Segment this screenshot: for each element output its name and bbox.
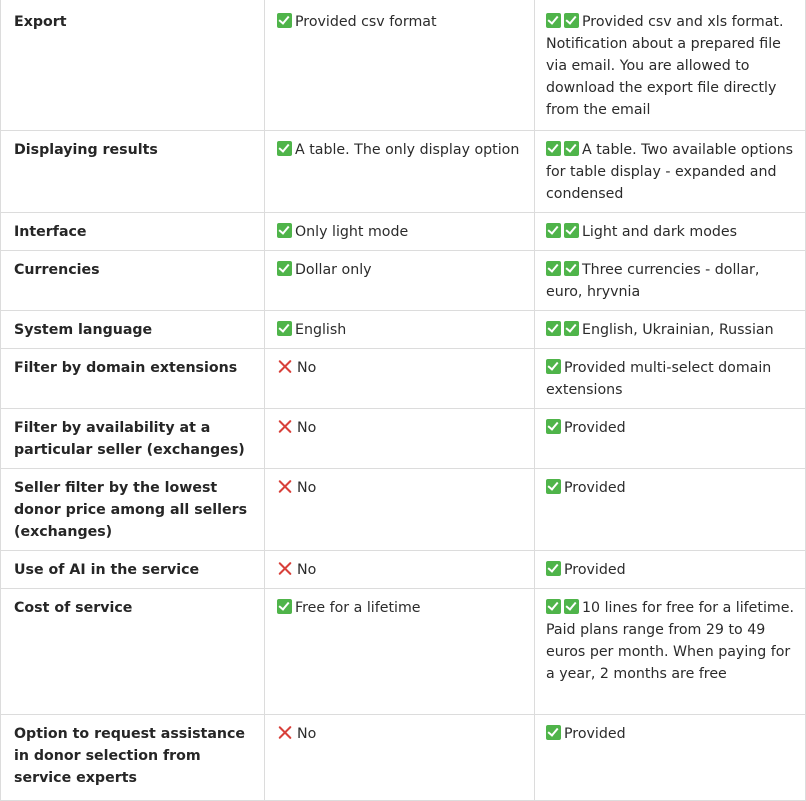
comparison-table-body: [1, 0, 806, 800]
check-mark-icon: [546, 419, 561, 434]
free-cell: [265, 310, 535, 348]
free-value: Provided csv format: [295, 14, 437, 30]
pro-value: Provided: [564, 561, 626, 578]
feature-cell: [1, 250, 265, 310]
free-value: Only light mode: [295, 223, 409, 240]
free-value: Dollar only: [295, 261, 372, 278]
free-cell: [265, 550, 535, 588]
pro-cell: [535, 468, 806, 550]
feature-cell: [1, 408, 265, 468]
pro-value: Provided csv and xls format. Notification about a prepared file via email. You are allowed to download the export file directly from the email: [546, 14, 784, 118]
free-value: No: [297, 419, 317, 436]
feature-label: Use of AI in the service: [14, 561, 200, 578]
pro-cell: [535, 714, 806, 800]
free-cell: [265, 408, 535, 468]
check-mark-icon: [546, 561, 561, 576]
free-value: No: [297, 561, 317, 578]
pro-value: Light and dark modes: [582, 223, 738, 240]
cross-mark-icon: [277, 725, 292, 740]
table-row: [1, 408, 806, 468]
check-mark-icon: [277, 141, 292, 156]
cross-mark-icon: [277, 419, 292, 434]
free-cell: [265, 250, 535, 310]
feature-cell: [1, 348, 265, 408]
table-row: [1, 588, 806, 714]
feature-label: Interface: [14, 223, 87, 240]
feature-cell: [1, 310, 265, 348]
check-mark-icon: [564, 13, 579, 28]
table-row: [1, 348, 806, 408]
pro-value: A table. Two available options for table display - expanded and condensed: [546, 141, 794, 202]
feature-cell: [1, 550, 265, 588]
pro-cell: [535, 348, 806, 408]
free-value: Free for a lifetime: [295, 599, 421, 616]
feature-cell: [1, 468, 265, 550]
feature-cell: [1, 714, 265, 800]
pro-value: English, Ukrainian, Russian: [582, 321, 774, 338]
pro-cell: [535, 250, 806, 310]
free-cell: [265, 714, 535, 800]
check-mark-icon: [277, 223, 292, 238]
feature-cell: [1, 588, 265, 714]
feature-label: Currencies: [14, 261, 100, 278]
cross-mark-icon: [277, 479, 292, 494]
free-value: No: [297, 479, 317, 496]
check-mark-icon: [546, 13, 561, 28]
pro-value: Provided: [564, 479, 626, 496]
check-mark-icon: [277, 321, 292, 336]
check-mark-icon: [546, 599, 561, 614]
pro-cell: [535, 0, 806, 130]
feature-label: Displaying results: [14, 141, 158, 158]
feature-label: Seller filter by the lowest donor price among all sellers (exchanges): [14, 479, 248, 540]
check-mark-icon: [564, 223, 579, 238]
check-mark-icon: [546, 223, 561, 238]
pro-cell: [535, 588, 806, 714]
pro-value: Provided: [564, 725, 626, 742]
pro-cell: [535, 310, 806, 348]
check-mark-icon: [546, 725, 561, 740]
feature-label: Filter by domain extensions: [14, 359, 238, 376]
pro-cell: [535, 130, 806, 212]
cross-mark-icon: [277, 561, 292, 576]
pro-cell: [535, 408, 806, 468]
feature-cell: [1, 0, 265, 130]
feature-label: Option to request assistance in donor selection from service experts: [14, 725, 246, 786]
feature-label: System language: [14, 321, 153, 338]
pro-value: Provided: [564, 419, 626, 436]
check-mark-icon: [546, 321, 561, 336]
pro-value: Three currencies - dollar, euro, hryvnia: [546, 261, 760, 300]
table-row: [1, 468, 806, 550]
table-row: [1, 714, 806, 800]
check-mark-icon: [546, 479, 561, 494]
pro-cell: [535, 212, 806, 250]
check-mark-icon: [564, 261, 579, 276]
feature-cell: [1, 130, 265, 212]
check-mark-icon: [277, 13, 292, 28]
feature-cell: [1, 212, 265, 250]
pro-value: Provided multi-select domain extensions: [546, 359, 772, 398]
feature-label: Export: [14, 14, 67, 30]
free-value: A table. The only display option: [295, 141, 520, 158]
table-row: [1, 212, 806, 250]
pro-value: 10 lines for free for a lifetime. Paid plans range from 29 to 49 euros per month. When paying for a year, 2 months are free: [546, 599, 794, 682]
free-cell: [265, 212, 535, 250]
check-mark-icon: [546, 261, 561, 276]
free-cell: [265, 130, 535, 212]
cross-mark-icon: [277, 359, 292, 374]
table-row: [1, 250, 806, 310]
free-cell: [265, 0, 535, 130]
free-cell: [265, 348, 535, 408]
table-row: [1, 310, 806, 348]
free-cell: [265, 588, 535, 714]
table-row: [1, 130, 806, 212]
feature-label: Filter by availability at a particular seller (exchanges): [14, 419, 245, 458]
check-mark-icon: [546, 359, 561, 374]
check-mark-icon: [564, 141, 579, 156]
free-cell: [265, 468, 535, 550]
table-row: [1, 550, 806, 588]
check-mark-icon: [277, 261, 292, 276]
table-row: [1, 0, 806, 130]
check-mark-icon: [277, 599, 292, 614]
check-mark-icon: [546, 141, 561, 156]
free-value: No: [297, 725, 317, 742]
free-value: No: [297, 359, 317, 376]
check-mark-icon: [564, 599, 579, 614]
pro-cell: [535, 550, 806, 588]
feature-label: Cost of service: [14, 599, 133, 616]
free-value: English: [295, 321, 347, 338]
check-mark-icon: [564, 321, 579, 336]
